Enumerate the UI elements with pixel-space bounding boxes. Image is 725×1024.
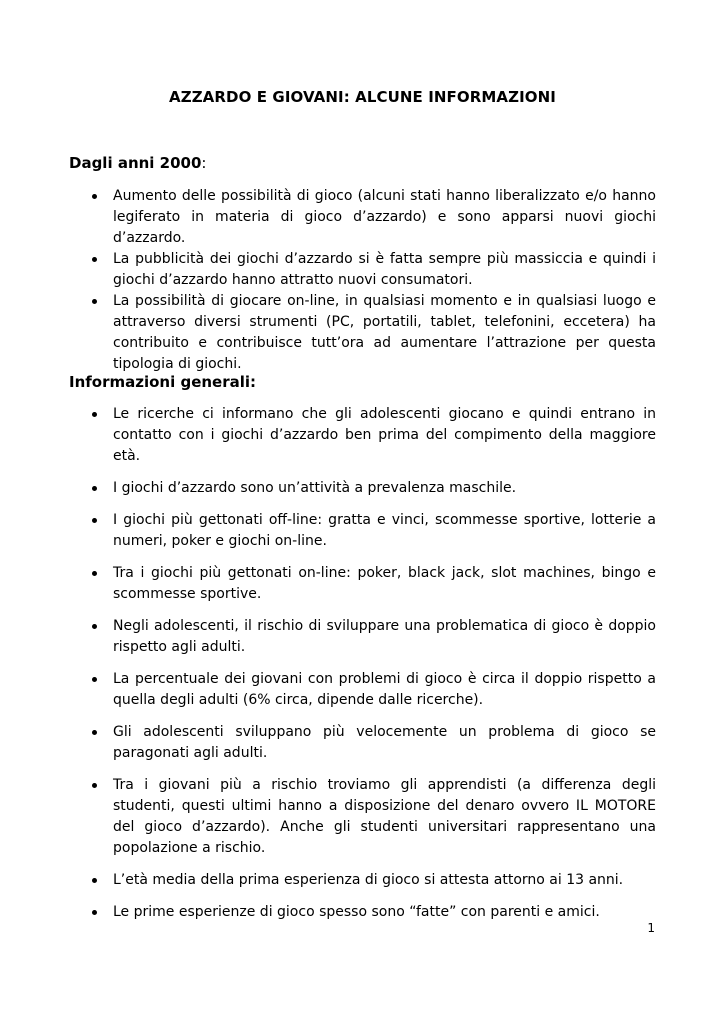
list-item — [0, 775, 725, 859]
section-heading-text: Dagli anni 2000 — [69, 154, 202, 172]
list-item-text: Tra i giovani più a rischio troviamo gli apprendisti (a differenza degli studenti, questi ultimi hanno a disposizione del denaro ovvero IL MOTORE del gioco d’azzardo). Anche gli studenti universitari rappresentano una popolazione a rischio. — [113, 777, 656, 856]
list-item — [0, 478, 725, 499]
list-item-text: Le prime esperienze di gioco spesso sono “fatte” con parenti e amici. — [113, 904, 600, 920]
bullet-icon — [89, 291, 99, 312]
section-heading-text: Informazioni generali: — [69, 373, 257, 391]
list-item-text: La percentuale dei giovani con problemi di gioco è circa il doppio rispetto a quella degli adulti (6% circa, dipende dalle ricerche). — [113, 671, 656, 708]
list-item-text: Gli adolescenti sviluppano più velocemente un problema di gioco se paragonati agli adulti. — [113, 724, 656, 761]
list-item — [0, 870, 725, 891]
list-item — [0, 902, 725, 923]
document-title: AZZARDO E GIOVANI: ALCUNE INFORMAZIONI — [169, 88, 556, 106]
bullet-list-informazioni — [0, 404, 725, 934]
bullet-icon — [89, 510, 99, 531]
bullet-icon — [89, 669, 99, 690]
bullet-icon — [89, 902, 99, 923]
list-item-text: I giochi più gettonati off-line: gratta e vinci, scommesse sportive, lotterie a numeri, poker e giochi on-line. — [113, 512, 656, 549]
list-item-text: Le ricerche ci informano che gli adolescenti giocano e quindi entrano in contatto con i giochi d’azzardo ben prima del compimento della maggiore età. — [113, 406, 656, 464]
bullet-icon — [89, 478, 99, 499]
list-item — [0, 404, 725, 467]
list-item — [0, 249, 725, 291]
list-item — [0, 186, 725, 249]
bullet-list-dagli-anni — [0, 186, 725, 375]
bullet-icon — [89, 870, 99, 891]
bullet-icon — [89, 616, 99, 637]
section-heading-informazioni — [69, 373, 256, 391]
bullet-icon — [89, 722, 99, 743]
bullet-icon — [89, 404, 99, 425]
list-item — [0, 669, 725, 711]
list-item-text: I giochi d’azzardo sono un’attività a prevalenza maschile. — [113, 480, 517, 496]
list-item-text: Tra i giochi più gettonati on-line: poker, black jack, slot machines, bingo e scommesse sportive. — [113, 565, 656, 602]
section-heading-colon: : — [201, 154, 207, 172]
page-number: 1 — [647, 921, 655, 935]
list-item — [0, 722, 725, 764]
bullet-icon — [89, 186, 99, 207]
list-item-text: Negli adolescenti, il rischio di sviluppare una problematica di gioco è doppio rispetto agli adulti. — [113, 618, 656, 655]
list-item-text: L’età media della prima esperienza di gioco si attesta attorno ai 13 anni. — [113, 872, 624, 888]
bullet-icon — [89, 775, 99, 796]
list-item-text: La possibilità di giocare on-line, in qualsiasi momento e in qualsiasi luogo e attraverso diversi strumenti (PC, portatili, tablet, telefonini, eccetera) ha contribuito e contribuisce tutt’ora ad aumentare l’attrazione per questa tipologia di giochi. — [113, 293, 656, 372]
list-item-text: La pubblicità dei giochi d’azzardo si è fatta sempre più massiccia e quindi i giochi d’azzardo hanno attratto nuovi consumatori. — [113, 251, 656, 288]
list-item-text: Aumento delle possibilità di gioco (alcuni stati hanno liberalizzato e/o hanno legiferato in materia di gioco d’azzardo) e sono apparsi nuovi giochi d’azzardo. — [113, 188, 656, 246]
bullet-icon — [89, 249, 99, 270]
list-item — [0, 616, 725, 658]
list-item — [0, 291, 725, 375]
list-item — [0, 563, 725, 605]
list-item — [0, 510, 725, 552]
section-heading-dagli-anni — [69, 154, 206, 172]
bullet-icon — [89, 563, 99, 584]
